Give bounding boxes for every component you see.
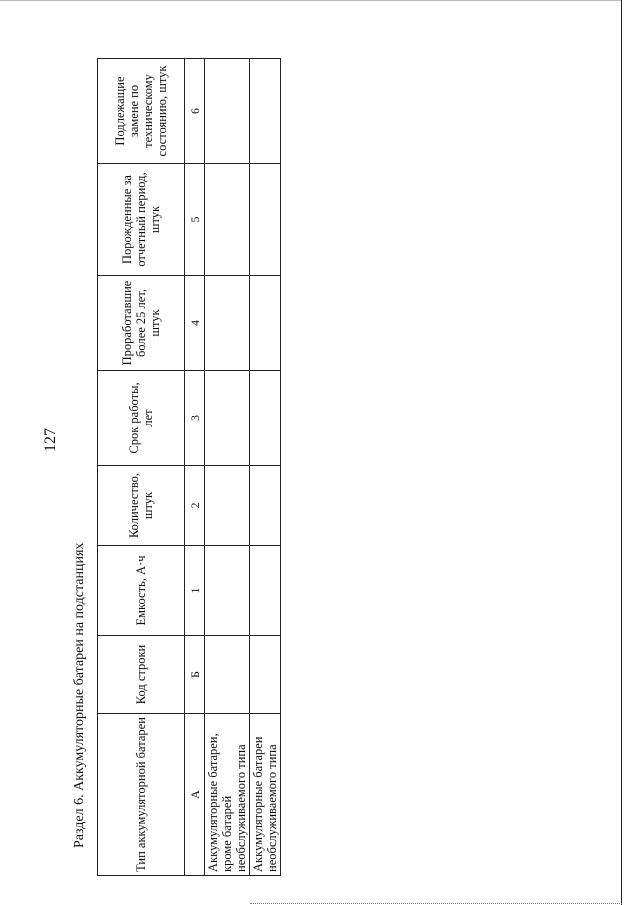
header-to-replace: Подлежащие замене по техническому состоянию, штук: [98, 59, 185, 164]
table-cell: [250, 276, 281, 371]
table-row: [250, 59, 281, 876]
row-label: Аккумуляторные батареи необслуживаемого типа: [250, 714, 281, 876]
table-cell: [250, 371, 281, 466]
header-quantity: Количество, штук: [98, 466, 185, 546]
battery-table: [97, 58, 281, 876]
index-cell: Б: [185, 636, 205, 714]
table-row: [205, 59, 250, 876]
index-cell: А: [185, 714, 205, 876]
header-over-25-years: Проработавшие более 25 лет, штук: [98, 276, 185, 371]
header-capacity: Емкость, А·ч: [98, 546, 185, 636]
section-title: Раздел 6. Аккумуляторные батареи на подстанциях: [72, 542, 87, 848]
table-cell: [205, 164, 250, 276]
battery-table-container: [97, 59, 279, 876]
row-label: Аккумуляторные батареи, кроме батарей необслуживаемого типа: [205, 714, 250, 876]
table-cell: [250, 59, 281, 164]
page-number: 127: [42, 428, 59, 452]
page-top-edge: [0, 0, 622, 1]
table-cell: [205, 371, 250, 466]
table-cell: [205, 466, 250, 546]
table-cell: [205, 636, 250, 714]
table-cell: [250, 546, 281, 636]
table-cell: [205, 546, 250, 636]
table-cell: [250, 466, 281, 546]
table-cell: [250, 636, 281, 714]
index-row: [185, 59, 205, 876]
table-cell: [205, 59, 250, 164]
header-service-life: Срок работы, лет: [98, 371, 185, 466]
header-row-code: Код строки: [98, 636, 185, 714]
header-damaged: Порожденные за отчетный период, штук: [98, 164, 185, 276]
table-cell: [250, 164, 281, 276]
index-cell: 3: [185, 371, 205, 466]
page-right-edge: [621, 0, 622, 905]
header-battery-type: Тип аккумуляторной батареи: [98, 714, 185, 876]
table-cell: [205, 276, 250, 371]
index-cell: 1: [185, 546, 205, 636]
index-cell: 4: [185, 276, 205, 371]
index-cell: 2: [185, 466, 205, 546]
index-cell: 6: [185, 59, 205, 164]
index-cell: 5: [185, 164, 205, 276]
header-row: [98, 59, 185, 876]
